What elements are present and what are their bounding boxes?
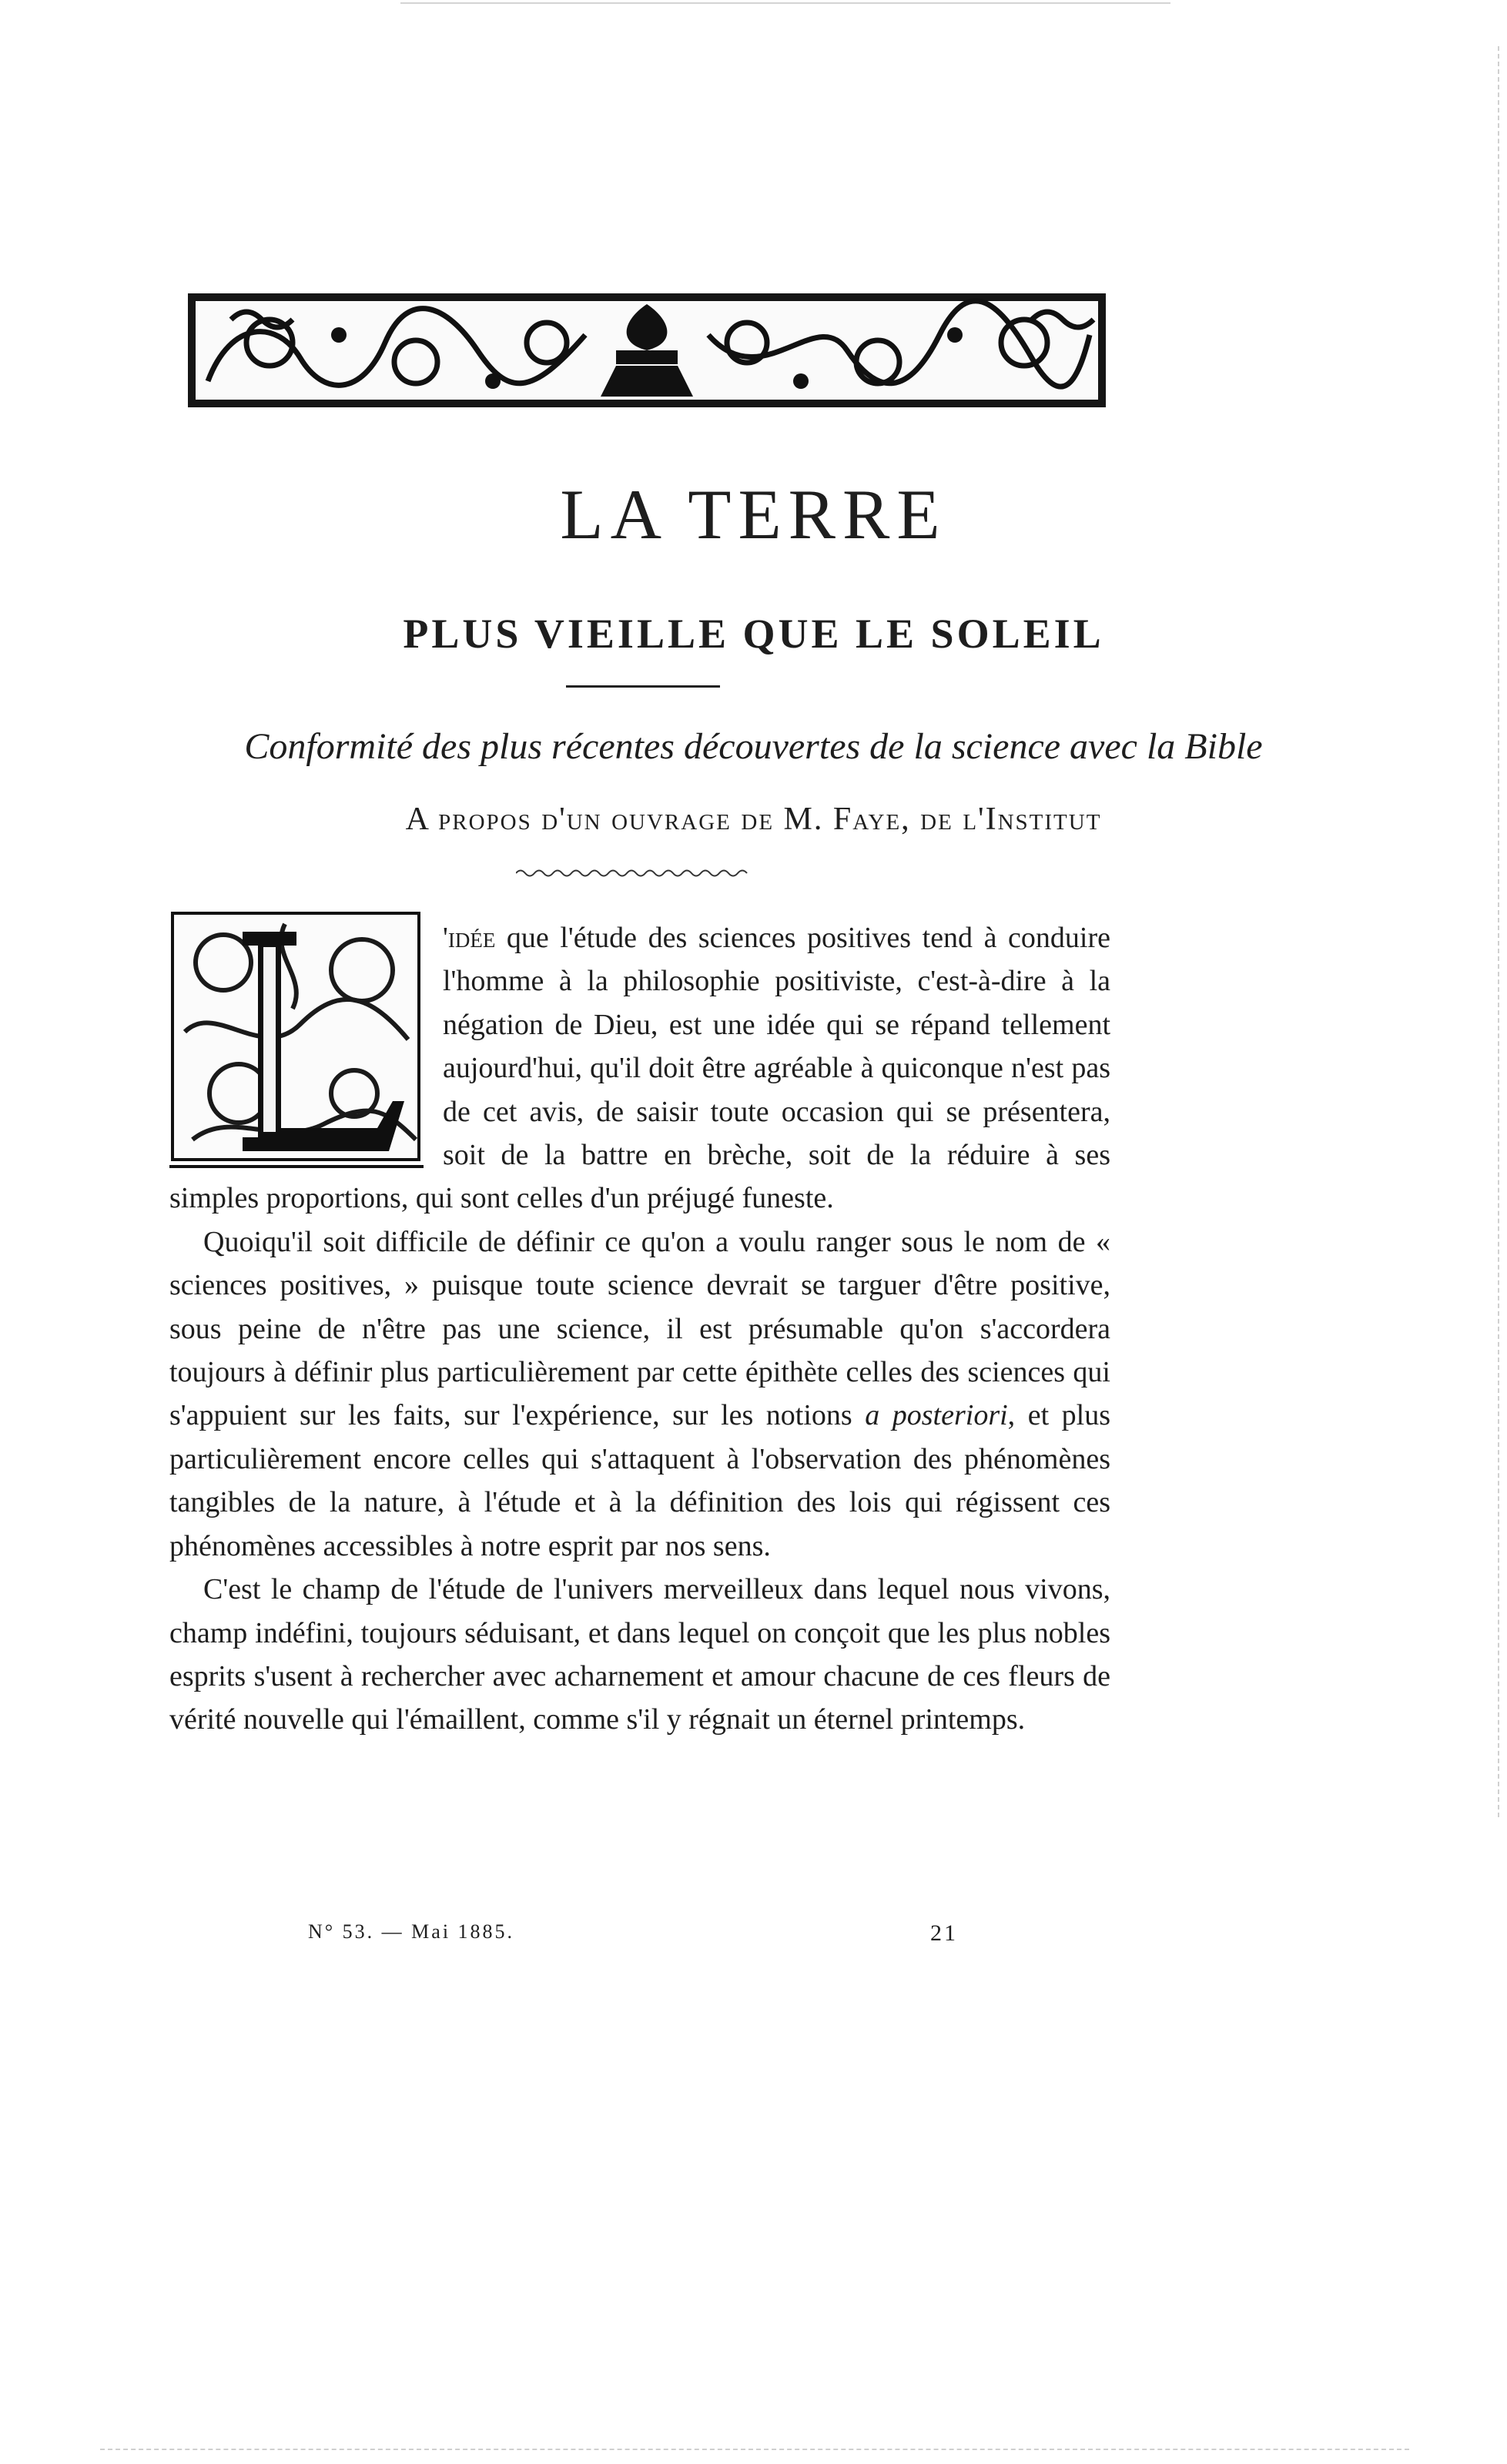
- scan-edge-top: [400, 2, 1170, 4]
- scan-edge-bottom: [100, 2449, 1409, 2450]
- article-byline: [0, 801, 1507, 838]
- title-rule: [566, 685, 720, 688]
- paragraph-2-italic: a posteriori: [865, 1399, 1008, 1432]
- issue-footer: N° 53. — Mai 1885.: [308, 1920, 515, 1943]
- byline-text: A propos d'un ouvrage de M. Faye, de l'Institut: [405, 802, 1102, 837]
- wavy-divider: [516, 868, 755, 879]
- paragraph-2-text-b: , et plus particulièrement encore celles qui s'attaquent à l'observation des phénomènes tangibles de la nature, à l'étude et à la définition des lois qui régissent ces phénomènes accessibles à notre esprit par nos sens.: [169, 1399, 1110, 1562]
- page-number: 21: [930, 1920, 958, 1946]
- paragraph-1: [169, 916, 1110, 1220]
- article-body: [169, 916, 1110, 1742]
- paragraph-2: [169, 1220, 1110, 1568]
- article-tagline: Conformité des plus récentes découvertes de la science avec la Bible: [244, 726, 1263, 767]
- decorative-headpiece: [185, 289, 1109, 412]
- article-title: LA TERRE: [560, 475, 947, 554]
- lead-in-word: 'idée: [443, 922, 496, 954]
- paragraph-2-text-a: Quoiqu'il soit difficile de définir ce qu'on a voulu ranger sous le nom de « sciences positives, » puisque toute science devrait se targuer d'être positive, sous peine de n'être pas une science, il est présumable qu'on s'accordera toujours à définir plus particulièrement par cette épithète celles des sciences qui s'appuient sur les faits, sur l'expérience, sur les notions: [169, 1225, 1110, 1432]
- paragraph-3: C'est le champ de l'étude de l'univers merveilleux dans lequel nous vivons, champ indéfini, toujours séduisant, et dans lequel on conçoit que les plus nobles esprits s'usent à rechercher avec acharnement et amour chacune de ces fleurs de vérité nouvelle qui l'émaillent, comme s'il y régnait un éternel printemps.: [169, 1573, 1110, 1736]
- article-subtitle: PLUS VIEILLE QUE LE SOLEIL: [403, 611, 1104, 657]
- paragraph-1-text: que l'étude des sciences positives tend à conduire l'homme à la philosophie positiviste, c'est-à-dire à la négation de Dieu, est une idée qui se répand tellement aujourd'hui, qu'il doit être agréable à quiconque n'est pas de cet avis, de saisir toute occasion qui se présentera, soit de la battre en brèche, soit de la réduire à ses simples proportions, qui sont celles d'un préjugé funeste.: [169, 922, 1110, 1215]
- scan-edge-right: [1498, 46, 1499, 1817]
